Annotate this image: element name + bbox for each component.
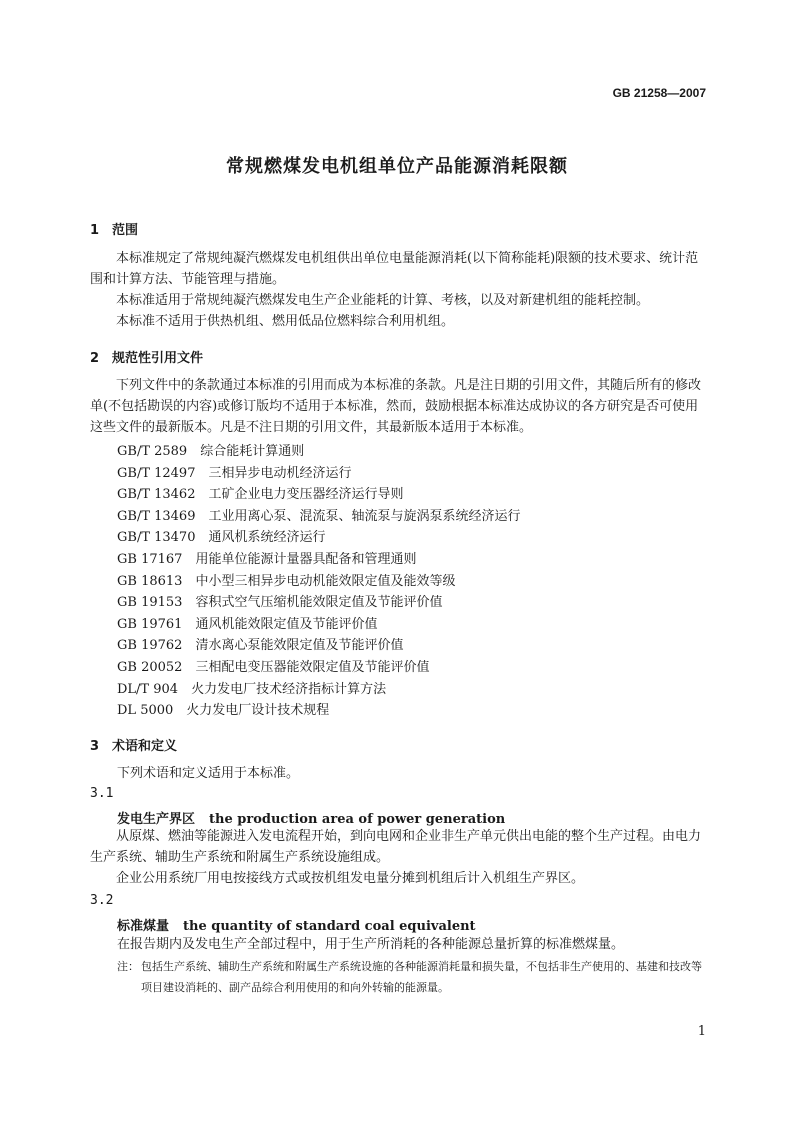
reference-title: 火力发电厂技术经济指标计算方法: [191, 681, 387, 697]
note-text: 包括生产系统、辅助生产系统和附属生产系统设施的各种能源消耗量和损失量，不包括非生产使用的、基建和技改等项目建设消耗的、副产品综合利用使用的和向外转输的能源量。: [141, 960, 702, 994]
reference-code: GB 20052: [117, 659, 183, 675]
reference-code: GB/T 2589: [117, 444, 188, 459]
paragraph: 本标准不适用于供热机组、燃用低品位燃料综合利用机组。: [116, 314, 455, 329]
reference-title: 火力发电厂设计技术规程: [186, 703, 330, 719]
section-body-scope: [90, 248, 706, 332]
section-heading-normative-references: [90, 347, 203, 366]
term-english: the quantity of standard coal equivalent: [183, 919, 476, 934]
clause-number: 3.2: [90, 893, 114, 908]
reference-title: 清水离心泵能效限定值及节能评价值: [195, 638, 404, 654]
paragraph: 下列文件中的条款通过本标准的引用而成为本标准的条款。凡是注日期的引用文件，其随后所有的修改单(不包括勘误的内容)或修订版均不适用于本标准，然而，鼓励根据本标准达成协议的各方研究是否可使用这些文件的最新版本。凡是不注日期的引用文件，其最新版本适用于本标准。: [90, 378, 702, 435]
section-number: 3: [90, 739, 100, 754]
reference-title: 用能单位能源计量器具配备和管理通则: [195, 551, 417, 567]
reference-list: [117, 441, 521, 722]
term-definition: [90, 826, 706, 889]
paragraph: 本标准适用于常规纯凝汽燃煤发电生产企业能耗的计算、考核，以及对新建机组的能耗控制。: [116, 293, 650, 308]
reference-item: [117, 527, 521, 549]
page-title: 常规燃煤发电机组单位产品能源消耗限额: [226, 156, 568, 177]
reference-item: [117, 506, 521, 528]
reference-code: GB/T 12497: [117, 465, 196, 481]
paragraph: 下列术语和定义适用于本标准。: [117, 766, 300, 781]
reference-code: GB 19762: [117, 638, 183, 654]
reference-title: 中小型三相异步电动机能效限定值及能效等级: [195, 573, 456, 589]
reference-title: 综合能耗计算通则: [200, 444, 305, 459]
reference-item: [117, 441, 521, 463]
clause-number: 3.1: [90, 786, 114, 801]
reference-title: 通风机系统经济运行: [208, 530, 326, 546]
reference-title: 工业用离心泵、混流泵、轴流泵与旋涡泵系统经济运行: [208, 508, 521, 524]
reference-title: 工矿企业电力变压器经济运行导则: [208, 487, 404, 503]
document-id: GB 21258—2007: [612, 86, 706, 100]
reference-code: GB 19153: [117, 595, 183, 611]
reference-item: [117, 635, 521, 657]
reference-item: [117, 549, 521, 571]
reference-item: [117, 679, 521, 701]
reference-item: [117, 657, 521, 679]
term-heading: [117, 808, 505, 827]
reference-title: 三相配电变压器能效限定值及节能评价值: [195, 659, 430, 675]
section-body-references: [90, 375, 706, 438]
reference-code: GB 17167: [117, 551, 183, 567]
reference-title: 三相异步电动机经济运行: [208, 465, 352, 481]
reference-title: 容积式空气压缩机能效限定值及节能评价值: [195, 595, 443, 611]
reference-code: GB/T 13469: [117, 508, 196, 524]
reference-item: [117, 463, 521, 485]
reference-code: GB 18613: [117, 573, 183, 589]
reference-item: [117, 700, 521, 722]
section-title: 范围: [112, 223, 139, 238]
section-number: 1: [90, 223, 100, 238]
paragraph: 在报告期内及发电生产全部过程中，用于生产所消耗的各种能源总量折算的标准燃煤量。: [117, 937, 625, 952]
page-number: 1: [697, 1024, 706, 1039]
section-heading-terms: [90, 735, 177, 754]
reference-code: GB/T 13470: [117, 530, 196, 546]
section-title: 术语和定义: [112, 739, 178, 754]
section-heading-scope: [90, 219, 138, 238]
reference-item: [117, 484, 521, 506]
term-english: the production area of power generation: [209, 812, 506, 827]
term-heading: [117, 915, 476, 934]
reference-code: DL 5000: [117, 703, 174, 719]
term-chinese: 标准煤量: [117, 919, 170, 934]
section-number: 2: [90, 351, 100, 366]
reference-title: 通风机能效限定值及节能评价值: [195, 616, 378, 632]
note-label: 注：: [117, 960, 139, 973]
paragraph: 本标准规定了常规纯凝汽燃煤发电机组供出单位电量能源消耗(以下简称能耗)限额的技术要求、统计范围和计算方法、节能管理与措施。: [90, 251, 699, 287]
reference-code: GB/T 13462: [117, 487, 196, 503]
reference-item: [117, 571, 521, 593]
reference-item: [117, 614, 521, 636]
note: [117, 956, 707, 998]
paragraph: 从原煤、燃油等能源进入发电流程开始，到向电网和企业非生产单元供出电能的整个生产过程。由电力生产系统、辅助生产系统和附属生产系统设施组成。: [90, 829, 702, 865]
reference-code: DL/T 904: [117, 681, 179, 697]
section-title: 规范性引用文件: [112, 351, 204, 366]
paragraph: 企业公用系统厂用电按接线方式或按机组发电量分摊到机组后计入机组生产界区。: [116, 871, 585, 886]
term-chinese: 发电生产界区: [117, 812, 196, 827]
reference-code: GB 19761: [117, 616, 183, 632]
reference-item: [117, 592, 521, 614]
